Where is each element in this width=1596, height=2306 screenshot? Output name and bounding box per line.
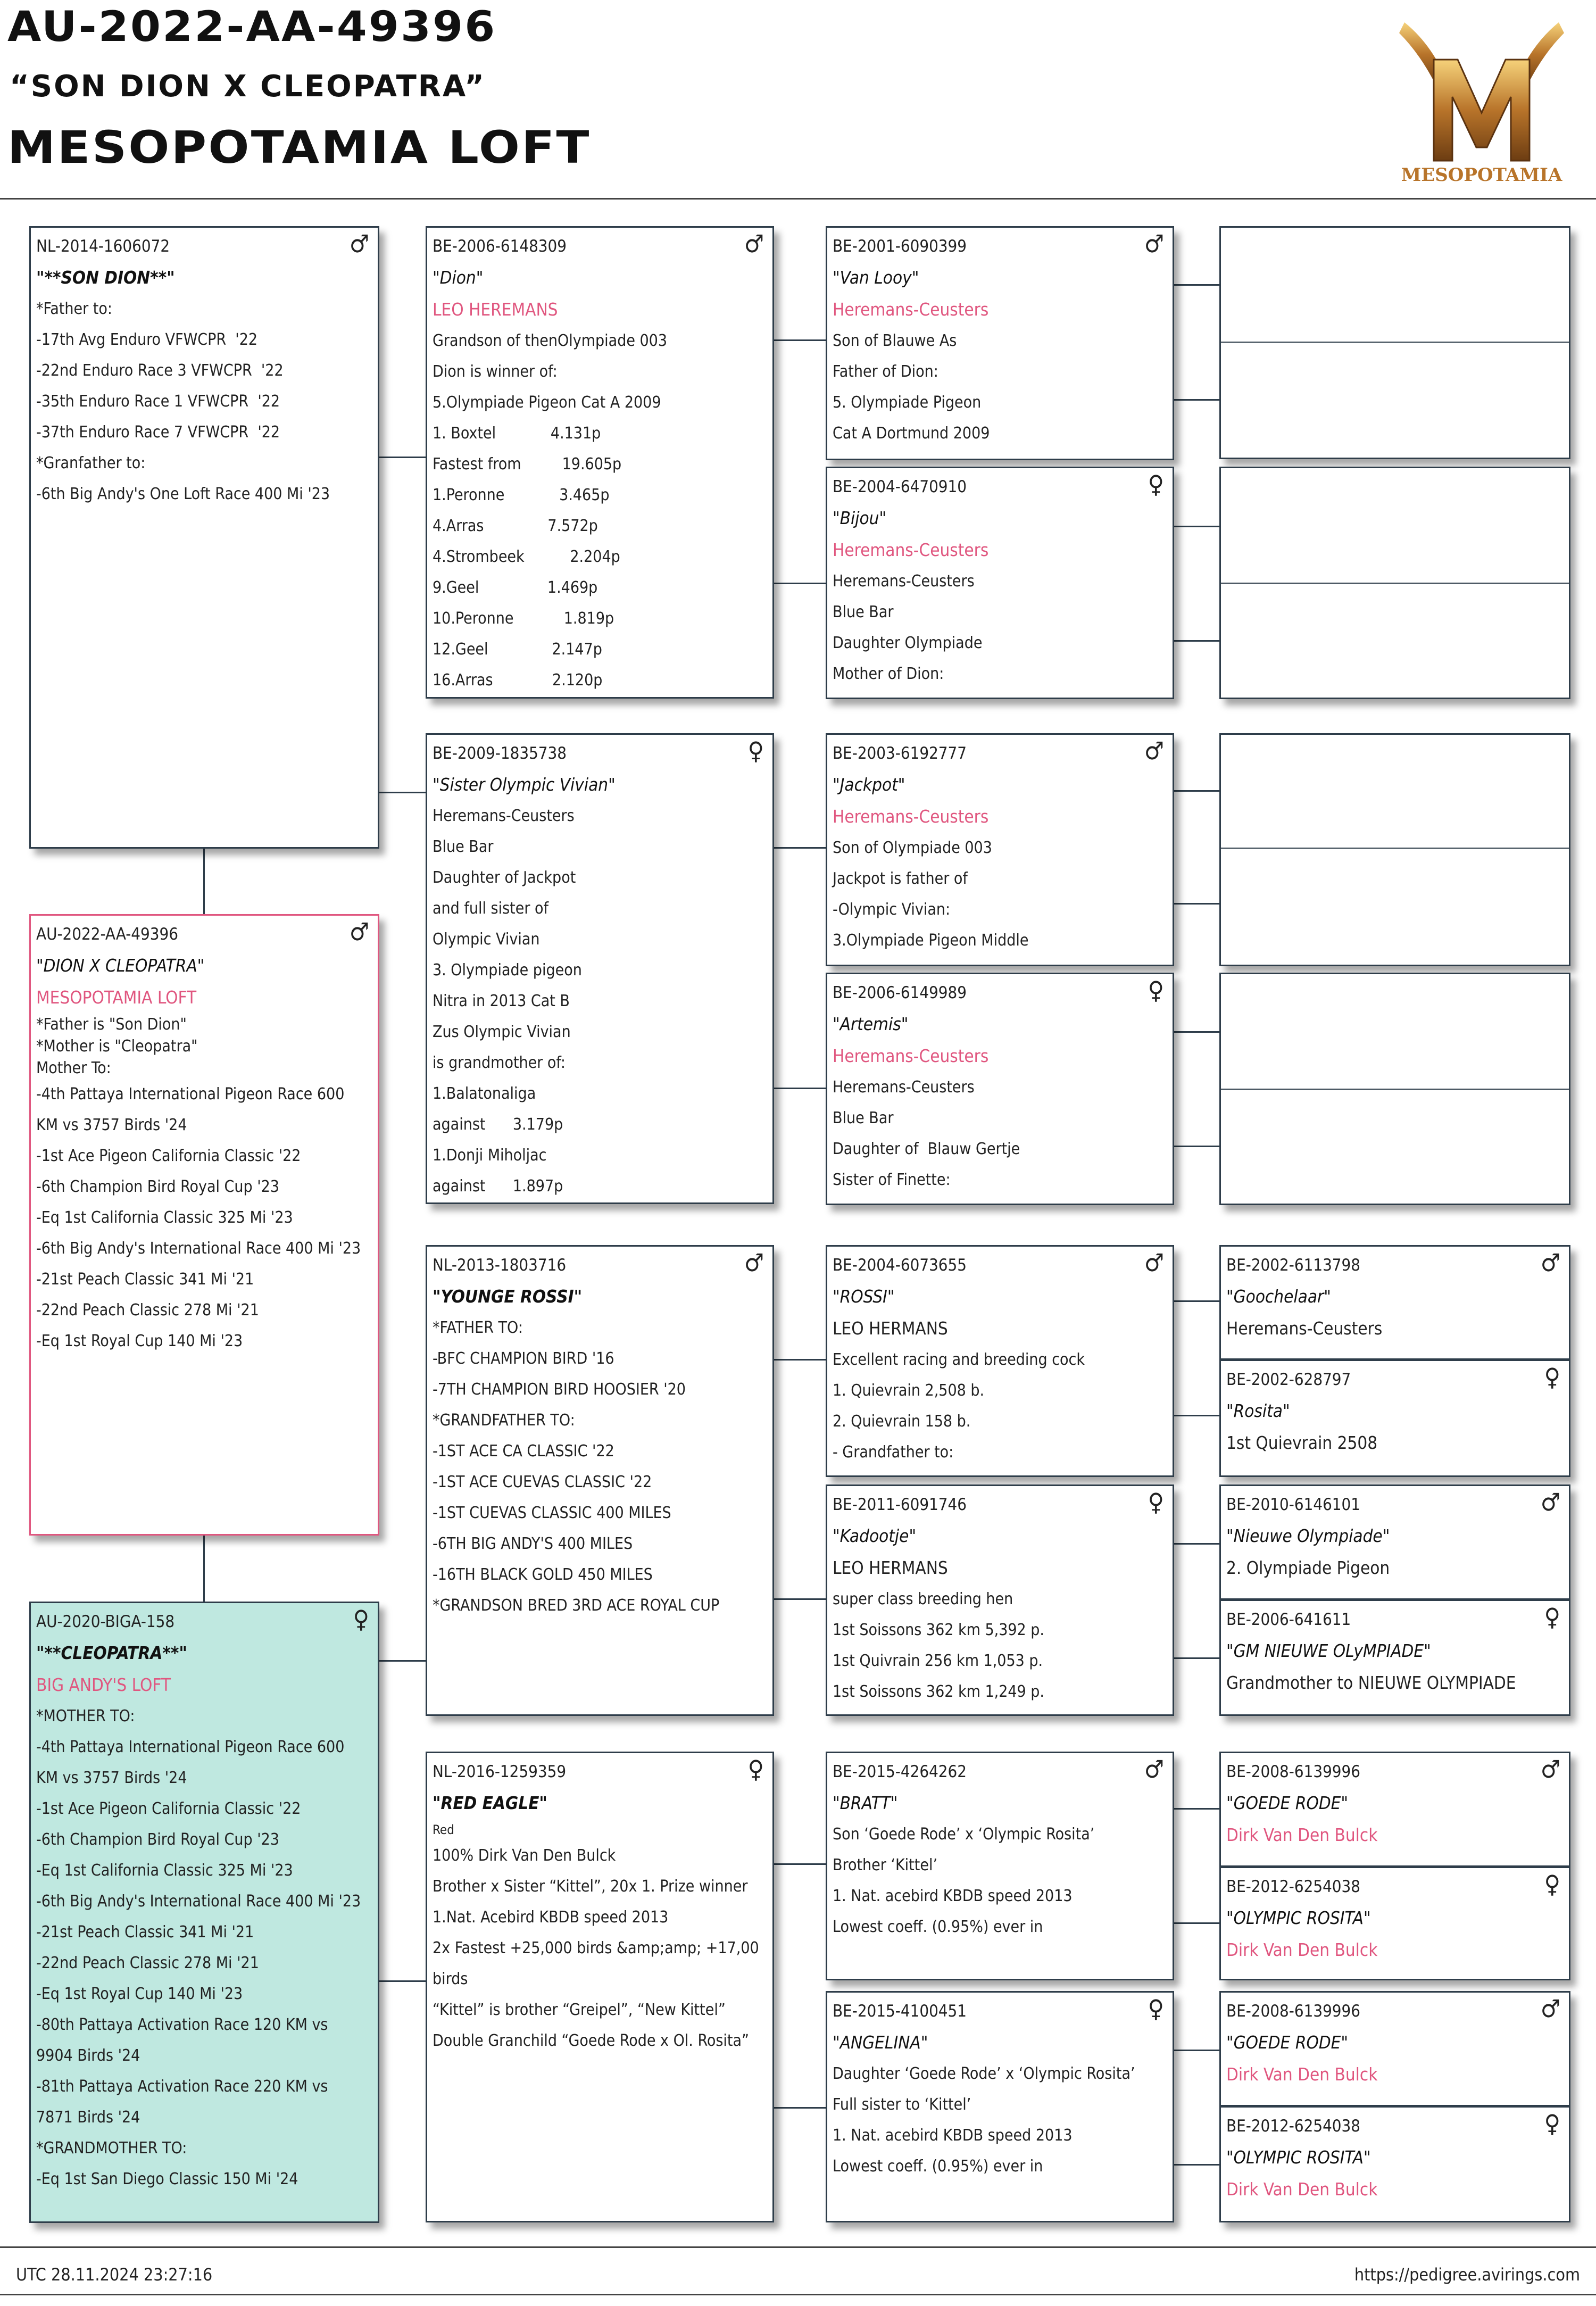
pedigree-card-mmm[interactable] bbox=[826, 1991, 1174, 2222]
pedigree-card-ff[interactable] bbox=[426, 226, 774, 699]
pigeon-name: "Van Looy" bbox=[833, 267, 919, 288]
result-line: -17th Avg Enduro VFWCPR '22 bbox=[36, 330, 258, 349]
result-line: 4.Strombeek 2.204p bbox=[433, 548, 620, 566]
connector bbox=[1174, 640, 1220, 642]
ring-number: NL-2014-1606072 bbox=[36, 237, 170, 256]
result-line: 10.Peronne 1.819p bbox=[433, 609, 614, 628]
result-line: birds bbox=[433, 1970, 468, 1988]
pedigree-card-mm[interactable] bbox=[426, 1752, 774, 2222]
result-line: Daughter of Jackpot bbox=[433, 868, 576, 887]
connector bbox=[1174, 1808, 1220, 1810]
result-line: 1. Quievrain 2,508 b. bbox=[833, 1381, 985, 1400]
result-line: 3. Olympiade pigeon bbox=[433, 961, 582, 980]
result-line: Daughter of Blauw Gertje bbox=[833, 1140, 1020, 1158]
female-icon: ♀ bbox=[1544, 1603, 1560, 1631]
result-line: -Olympic Vivian: bbox=[833, 900, 951, 919]
pigeon-name: "**SON DION**" bbox=[36, 267, 175, 288]
result-line: Blue Bar bbox=[433, 837, 494, 856]
owner-name: Dirk Van Den Bulck bbox=[1226, 2064, 1378, 2085]
connector bbox=[1174, 790, 1220, 792]
pedigree-card-mf[interactable] bbox=[426, 1245, 774, 1716]
pigeon-name: "Kadootje" bbox=[833, 1525, 917, 1546]
header-loft: MESOPOTAMIA LOFT bbox=[7, 121, 591, 173]
connector bbox=[774, 339, 827, 341]
result-line: -4th Pattaya International Pigeon Race 600 bbox=[36, 1085, 345, 1104]
result-line: 1. Nat. acebird KBDB speed 2013 bbox=[833, 2126, 1073, 2145]
connector bbox=[774, 1863, 827, 1865]
owner-name: BIG ANDY'S LOFT bbox=[36, 1674, 171, 1695]
pedigree-card-father[interactable] bbox=[29, 226, 379, 849]
male-icon: ♂ bbox=[349, 229, 369, 258]
connector bbox=[1174, 399, 1220, 401]
ring-number: BE-2002-6113798 bbox=[1226, 1256, 1361, 1275]
result-line: 2x Fastest +25,000 birds &amp;amp; +17,00 bbox=[433, 1939, 759, 1957]
pigeon-name: "Sister Olympic Vivian" bbox=[433, 774, 616, 795]
result-line: Zus Olympic Vivian bbox=[433, 1023, 571, 1041]
ring-number: BE-2015-4100451 bbox=[833, 2002, 967, 2021]
owner-name: Dirk Van Den Bulck bbox=[1226, 2179, 1378, 2200]
result-line: Blue Bar bbox=[833, 1109, 894, 1127]
result-line: -6th Champion Bird Royal Cup '23 bbox=[36, 1830, 279, 1849]
connector bbox=[1174, 1415, 1220, 1416]
result-line: -35th Enduro Race 1 VFWCPR '22 bbox=[36, 392, 280, 411]
male-icon: ♂ bbox=[1540, 1488, 1560, 1516]
pigeon-name: "BRATT" bbox=[833, 1793, 898, 1813]
pedigree-card-fmm[interactable] bbox=[826, 973, 1174, 1205]
result-line: Lowest coeff. (0.95%) ever in bbox=[833, 1918, 1043, 1936]
connector bbox=[379, 1980, 427, 1982]
result-line: Excellent racing and breeding cock bbox=[833, 1350, 1085, 1369]
result-line: -Eq 1st California Classic 325 Mi '23 bbox=[36, 1208, 293, 1227]
ring-number: AU-2020-BIGA-158 bbox=[36, 1612, 175, 1631]
male-icon: ♂ bbox=[1144, 229, 1164, 258]
header-ring: AU-2022-AA-49396 bbox=[7, 3, 497, 51]
result-line: -1ST ACE CA CLASSIC '22 bbox=[433, 1442, 614, 1461]
pigeon-name: "Bijou" bbox=[833, 508, 887, 528]
result-line: 1st Soissons 362 km 1,249 p. bbox=[833, 1682, 1044, 1701]
connector bbox=[774, 1088, 827, 1089]
connector bbox=[774, 847, 827, 849]
result-line: *GRANDSON BRED 3RD ACE ROYAL CUP bbox=[433, 1596, 720, 1615]
result-line: 3.Olympiade Pigeon Middle bbox=[833, 931, 1029, 950]
color-note: Red bbox=[433, 1822, 454, 1837]
connector bbox=[1174, 1657, 1220, 1659]
female-icon: ♀ bbox=[1544, 1363, 1560, 1391]
pigeon-name: "YOUNGE ROSSI" bbox=[433, 1286, 583, 1307]
result-line: -1st Ace Pigeon California Classic '22 bbox=[36, 1799, 301, 1818]
result-line: Cat A Dortmund 2009 bbox=[833, 424, 990, 443]
result-line: -6th Champion Bird Royal Cup '23 bbox=[36, 1177, 279, 1196]
male-icon: ♂ bbox=[1540, 1755, 1560, 1784]
connector bbox=[1174, 2164, 1220, 2166]
note-line: *Mother is "Cleopatra" bbox=[36, 1037, 198, 1056]
connector bbox=[1174, 1146, 1220, 1147]
pigeon-name: "RED EAGLE" bbox=[433, 1793, 547, 1813]
result-line: super class breeding hen bbox=[833, 1590, 1013, 1608]
pigeon-name: "**CLEOPATRA**" bbox=[36, 1643, 187, 1663]
connector bbox=[774, 2107, 827, 2109]
pedigree-card-empty bbox=[1219, 467, 1570, 699]
result-line: -6th Big Andy's International Race 400 Mi '23 bbox=[36, 1239, 361, 1258]
result-line: -BFC CHAMPION BIRD '16 bbox=[433, 1349, 614, 1368]
pedigree-card-empty bbox=[1219, 226, 1570, 459]
connector bbox=[774, 1598, 827, 1600]
result-line: -6th Big Andy's One Loft Race 400 Mi '23 bbox=[36, 485, 330, 503]
ring-number: BE-2004-6470910 bbox=[833, 477, 967, 496]
result-line: -21st Peach Classic 341 Mi '21 bbox=[36, 1923, 254, 1942]
male-icon: ♂ bbox=[1144, 1248, 1164, 1277]
result-line: Brother ‘Kittel’ bbox=[833, 1856, 938, 1874]
pedigree-card-mfm[interactable] bbox=[826, 1484, 1174, 1716]
result-line: 2. Quievrain 158 b. bbox=[833, 1412, 971, 1431]
female-icon: ♀ bbox=[747, 1755, 764, 1784]
result-line: Full sister to ‘Kittel’ bbox=[833, 2095, 971, 2114]
result-line: -1ST ACE CUEVAS CLASSIC '22 bbox=[433, 1473, 652, 1491]
result-line: Jackpot is father of bbox=[833, 869, 968, 888]
pigeon-name: "ANGELINA" bbox=[833, 2032, 928, 2053]
pigeon-name: "DION X CLEOPATRA" bbox=[36, 955, 205, 976]
ring-number: AU-2022-AA-49396 bbox=[36, 925, 178, 944]
result-line: *FATHER TO: bbox=[433, 1318, 523, 1337]
result-line: -Eq 1st San Diego Classic 150 Mi '24 bbox=[36, 2170, 298, 2188]
pedigree-card-mfff[interactable] bbox=[1219, 1245, 1570, 1360]
pigeon-name: "Artemis" bbox=[833, 1014, 909, 1034]
female-icon: ♀ bbox=[1148, 1488, 1164, 1516]
connector bbox=[1174, 284, 1220, 286]
pedigree-card-subject[interactable] bbox=[29, 914, 379, 1536]
result-line: -4th Pattaya International Pigeon Race 600 bbox=[36, 1738, 345, 1756]
mesopotamia-logo bbox=[1383, 12, 1580, 187]
pedigree-card-mff[interactable] bbox=[826, 1245, 1174, 1477]
note-line: Mother To: bbox=[36, 1059, 111, 1077]
result-line: 16.Arras 2.120p bbox=[433, 671, 603, 690]
result-line: -7TH CHAMPION BIRD HOOSIER '20 bbox=[433, 1380, 686, 1399]
result-line: -1ST CUEVAS CLASSIC 400 MILES bbox=[433, 1504, 671, 1522]
female-icon: ♀ bbox=[353, 1605, 369, 1633]
result-line: -80th Pattaya Activation Race 120 KM vs bbox=[36, 2015, 328, 2034]
result-line: Heremans-Ceusters bbox=[833, 572, 975, 591]
result-line: -Eq 1st California Classic 325 Mi '23 bbox=[36, 1861, 293, 1880]
result-line: 1.Balatonaliga bbox=[433, 1084, 536, 1103]
owner-name: Heremans-Ceusters bbox=[833, 540, 989, 560]
result-line: 1st Soissons 362 km 5,392 p. bbox=[833, 1621, 1044, 1639]
male-icon: ♂ bbox=[744, 1248, 764, 1277]
result-line: 1.Nat. Acebird KBDB speed 2013 bbox=[433, 1908, 669, 1927]
ring-number: BE-2003-6192777 bbox=[833, 744, 967, 763]
pigeon-name: "GOEDE RODE" bbox=[1226, 2032, 1349, 2053]
ring-number: NL-2016-1259359 bbox=[433, 1762, 567, 1781]
result-line: - Grandfather to: bbox=[833, 1443, 954, 1462]
result-line: *GRANDMOTHER TO: bbox=[36, 2139, 187, 2158]
result-line: 5.Olympiade Pigeon Cat A 2009 bbox=[433, 393, 661, 412]
connector bbox=[774, 583, 827, 584]
result-line: against 3.179p bbox=[433, 1115, 563, 1134]
result-line: -1st Ace Pigeon California Classic '22 bbox=[36, 1147, 301, 1165]
female-icon: ♀ bbox=[1544, 1870, 1560, 1898]
connector bbox=[203, 849, 205, 915]
ring-number: BE-2012-6254038 bbox=[1226, 1877, 1361, 1896]
connector bbox=[379, 457, 427, 458]
pedigree-card-mmmm[interactable] bbox=[1219, 2106, 1570, 2222]
ring-number: BE-2012-6254038 bbox=[1226, 2117, 1361, 2136]
result-line: Lowest coeff. (0.95%) ever in bbox=[833, 2157, 1043, 2176]
result-line: Mother of Dion: bbox=[833, 665, 944, 683]
pigeon-name: "Rosita" bbox=[1226, 1400, 1290, 1421]
result-line: Dion is winner of: bbox=[433, 362, 558, 381]
result-line: 1.Peronne 3.465p bbox=[433, 486, 610, 504]
female-icon: ♀ bbox=[1148, 1994, 1164, 2023]
pedigree-card-mfmf[interactable] bbox=[1219, 1484, 1570, 1600]
result-line: 5. Olympiade Pigeon bbox=[833, 393, 982, 412]
pedigree-card-empty bbox=[1219, 973, 1570, 1205]
result-line: -21st Peach Classic 341 Mi '21 bbox=[36, 1270, 254, 1289]
male-icon: ♂ bbox=[349, 917, 369, 946]
result-line: Nitra in 2013 Cat B bbox=[433, 992, 570, 1010]
result-line: -Eq 1st Royal Cup 140 Mi '23 bbox=[36, 1985, 243, 2003]
result-line: 1.Donji Miholjac bbox=[433, 1146, 547, 1165]
connector bbox=[1174, 903, 1220, 905]
result-line: Heremans-Ceusters bbox=[433, 807, 575, 825]
footer-timestamp: UTC 28.11.2024 23:27:16 bbox=[16, 2264, 213, 2285]
header-pairing: “SON DION X CLEOPATRA” bbox=[10, 69, 486, 104]
result-line: Grandson of thenOlympiade 003 bbox=[433, 331, 668, 350]
pigeon-name: "OLYMPIC ROSITA" bbox=[1226, 1907, 1371, 1928]
female-icon: ♀ bbox=[1148, 976, 1164, 1005]
result-line: -81th Pattaya Activation Race 220 KM vs bbox=[36, 2077, 328, 2096]
result-line: Son of Olympiade 003 bbox=[833, 839, 992, 857]
female-icon: ♀ bbox=[1544, 2109, 1560, 2138]
owner-name: MESOPOTAMIA LOFT bbox=[36, 987, 197, 1008]
result-line: *MOTHER TO: bbox=[36, 1707, 135, 1726]
female-icon: ♀ bbox=[1148, 470, 1164, 499]
result-line: -6th Big Andy's International Race 400 Mi '23 bbox=[36, 1892, 361, 1911]
result-line: -6TH BIG ANDY'S 400 MILES bbox=[433, 1534, 633, 1553]
ring-number: BE-2001-6090399 bbox=[833, 237, 967, 256]
pigeon-name: "Dion" bbox=[433, 267, 484, 288]
result-line: -37th Enduro Race 7 VFWCPR '22 bbox=[36, 423, 280, 442]
result-line: -Eq 1st Royal Cup 140 Mi '23 bbox=[36, 1332, 243, 1350]
pigeon-name: "ROSSI" bbox=[833, 1286, 895, 1307]
result-line: 1. Boxtel 4.131p bbox=[433, 424, 601, 443]
result-line: Son of Blauwe As bbox=[833, 331, 957, 350]
result-line: 9.Geel 1.469p bbox=[433, 578, 598, 597]
connector bbox=[1174, 1543, 1220, 1545]
connector bbox=[1174, 1922, 1220, 1924]
result-line: Daughter ‘Goede Rode’ x ‘Olympic Rosita’ bbox=[833, 2064, 1135, 2083]
pigeon-name: "OLYMPIC ROSITA" bbox=[1226, 2147, 1371, 2168]
pedigree-card-mmff[interactable] bbox=[1219, 1752, 1570, 1867]
male-icon: ♂ bbox=[744, 229, 764, 258]
owner-name: 1st Quievrain 2508 bbox=[1226, 1432, 1378, 1453]
pedigree-card-mmmf[interactable] bbox=[1219, 1991, 1570, 2106]
result-line: Father of Dion: bbox=[833, 362, 938, 381]
ring-number: BE-2010-6146101 bbox=[1226, 1495, 1361, 1514]
connector bbox=[203, 1535, 205, 1602]
connector bbox=[379, 1660, 427, 1662]
footer-url[interactable]: https://pedigree.avirings.com bbox=[1354, 2264, 1580, 2285]
result-line: -22nd Enduro Race 3 VFWCPR '22 bbox=[36, 361, 284, 380]
male-icon: ♂ bbox=[1540, 1248, 1560, 1277]
pedigree-card-fff[interactable] bbox=[826, 226, 1174, 460]
result-line: 1st Quivrain 256 km 1,053 p. bbox=[833, 1652, 1043, 1670]
result-line: 4.Arras 7.572p bbox=[433, 517, 598, 535]
result-line: Fastest from 19.605p bbox=[433, 455, 622, 474]
result-line: 12.Geel 2.147p bbox=[433, 640, 602, 659]
header-divider bbox=[0, 198, 1596, 200]
connector bbox=[774, 1359, 827, 1361]
female-icon: ♀ bbox=[747, 736, 764, 765]
result-line: 9904 Birds '24 bbox=[36, 2046, 140, 2065]
connector bbox=[1174, 1300, 1220, 1302]
ring-number: BE-2009-1835738 bbox=[433, 744, 567, 763]
result-line: 100% Dirk Van Den Bulck bbox=[433, 1846, 616, 1865]
result-line: KM vs 3757 Birds '24 bbox=[36, 1769, 187, 1787]
owner-name: Heremans-Ceusters bbox=[1226, 1318, 1383, 1339]
pigeon-name: "Nieuwe Olympiade" bbox=[1226, 1525, 1390, 1546]
result-line: Daughter Olympiade bbox=[833, 634, 983, 652]
pigeon-name: "GOEDE RODE" bbox=[1226, 1793, 1349, 1813]
owner-name: Grandmother to NIEUWE OLYMPIADE bbox=[1226, 1672, 1516, 1693]
result-line: Son ‘Goede Rode’ x ‘Olympic Rosita’ bbox=[833, 1825, 1095, 1844]
owner-name: LEO HEREMANS bbox=[433, 299, 558, 320]
owner-name: LEO HERMANS bbox=[833, 1557, 948, 1578]
result-line: Double Granchild “Goede Rode x Ol. Rosita” bbox=[433, 2031, 750, 2050]
pedigree-card-empty bbox=[1219, 733, 1570, 966]
owner-name: Heremans-Ceusters bbox=[833, 299, 989, 320]
connector bbox=[1174, 526, 1220, 527]
pedigree-card-mother[interactable] bbox=[29, 1602, 379, 2223]
pigeon-name: "GM NIEUWE OLyMPIADE" bbox=[1226, 1640, 1431, 1661]
ring-number: BE-2008-6139996 bbox=[1226, 1762, 1361, 1781]
ring-number: BE-2015-4264262 bbox=[833, 1762, 967, 1781]
ring-number: BE-2002-628797 bbox=[1226, 1370, 1351, 1389]
connector bbox=[1174, 1031, 1220, 1033]
pedigree-card-mffm[interactable] bbox=[1219, 1359, 1570, 1477]
ring-number: BE-2006-6149989 bbox=[833, 983, 967, 1002]
result-line: 7871 Birds '24 bbox=[36, 2108, 140, 2127]
owner-name: Dirk Van Den Bulck bbox=[1226, 1824, 1378, 1845]
pigeon-name: "Goochelaar" bbox=[1226, 1286, 1331, 1307]
result-line: *Granfather to: bbox=[36, 454, 146, 472]
ring-number: BE-2004-6073655 bbox=[833, 1256, 967, 1275]
male-icon: ♂ bbox=[1144, 736, 1164, 765]
ring-number: BE-2011-6091746 bbox=[833, 1495, 967, 1514]
owner-name: Heremans-Ceusters bbox=[833, 1046, 989, 1066]
result-line: Brother x Sister “Kittel”, 20x 1. Prize winner bbox=[433, 1877, 748, 1896]
result-line: “Kittel” is brother “Greipel”, “New Kittel” bbox=[433, 2001, 726, 2019]
result-line: Olympic Vivian bbox=[433, 930, 540, 949]
result-line: Blue Bar bbox=[833, 603, 894, 621]
result-line: *GRANDFATHER TO: bbox=[433, 1411, 575, 1430]
male-icon: ♂ bbox=[1540, 1994, 1560, 2023]
ring-number: BE-2006-641611 bbox=[1226, 1610, 1351, 1629]
result-line: against 1.897p bbox=[433, 1177, 563, 1196]
result-line: KM vs 3757 Birds '24 bbox=[36, 1116, 187, 1134]
ring-number: BE-2006-6148309 bbox=[433, 237, 567, 256]
owner-name: Dirk Van Den Bulck bbox=[1226, 1939, 1378, 1960]
male-icon: ♂ bbox=[1144, 1755, 1164, 1784]
result-line: Sister of Finette: bbox=[833, 1171, 951, 1189]
result-line: 1. Nat. acebird KBDB speed 2013 bbox=[833, 1887, 1073, 1905]
pedigree-card-mfmm[interactable] bbox=[1219, 1599, 1570, 1716]
pedigree-card-mmfm[interactable] bbox=[1219, 1867, 1570, 1980]
ring-number: BE-2008-6139996 bbox=[1226, 2002, 1361, 2021]
pedigree-card-ffm[interactable] bbox=[826, 467, 1174, 699]
result-line: -16TH BLACK GOLD 450 MILES bbox=[433, 1565, 653, 1584]
result-line: and full sister of bbox=[433, 899, 548, 918]
pedigree-card-fmf[interactable] bbox=[826, 733, 1174, 966]
pedigree-card-fm[interactable] bbox=[426, 733, 774, 1204]
owner-name: Heremans-Ceusters bbox=[833, 806, 989, 827]
note-line: *Father is "Son Dion" bbox=[36, 1015, 187, 1034]
connector bbox=[379, 792, 427, 793]
result-line: Heremans-Ceusters bbox=[833, 1078, 975, 1097]
owner-name: LEO HERMANS bbox=[833, 1318, 948, 1339]
result-line: -22nd Peach Classic 278 Mi '21 bbox=[36, 1954, 259, 1972]
result-line: is grandmother of: bbox=[433, 1054, 566, 1072]
ring-number: NL-2013-1803716 bbox=[433, 1256, 567, 1275]
owner-name: 2. Olympiade Pigeon bbox=[1226, 1557, 1390, 1578]
pigeon-name: "Jackpot" bbox=[833, 774, 905, 795]
svg-text:MESOPOTAMIA: MESOPOTAMIA bbox=[1401, 164, 1562, 186]
connector bbox=[1174, 2050, 1220, 2051]
result-line: -22nd Peach Classic 278 Mi '21 bbox=[36, 1301, 259, 1320]
result-line: *Father to: bbox=[36, 300, 112, 318]
pedigree-card-mmf[interactable] bbox=[826, 1752, 1174, 1980]
